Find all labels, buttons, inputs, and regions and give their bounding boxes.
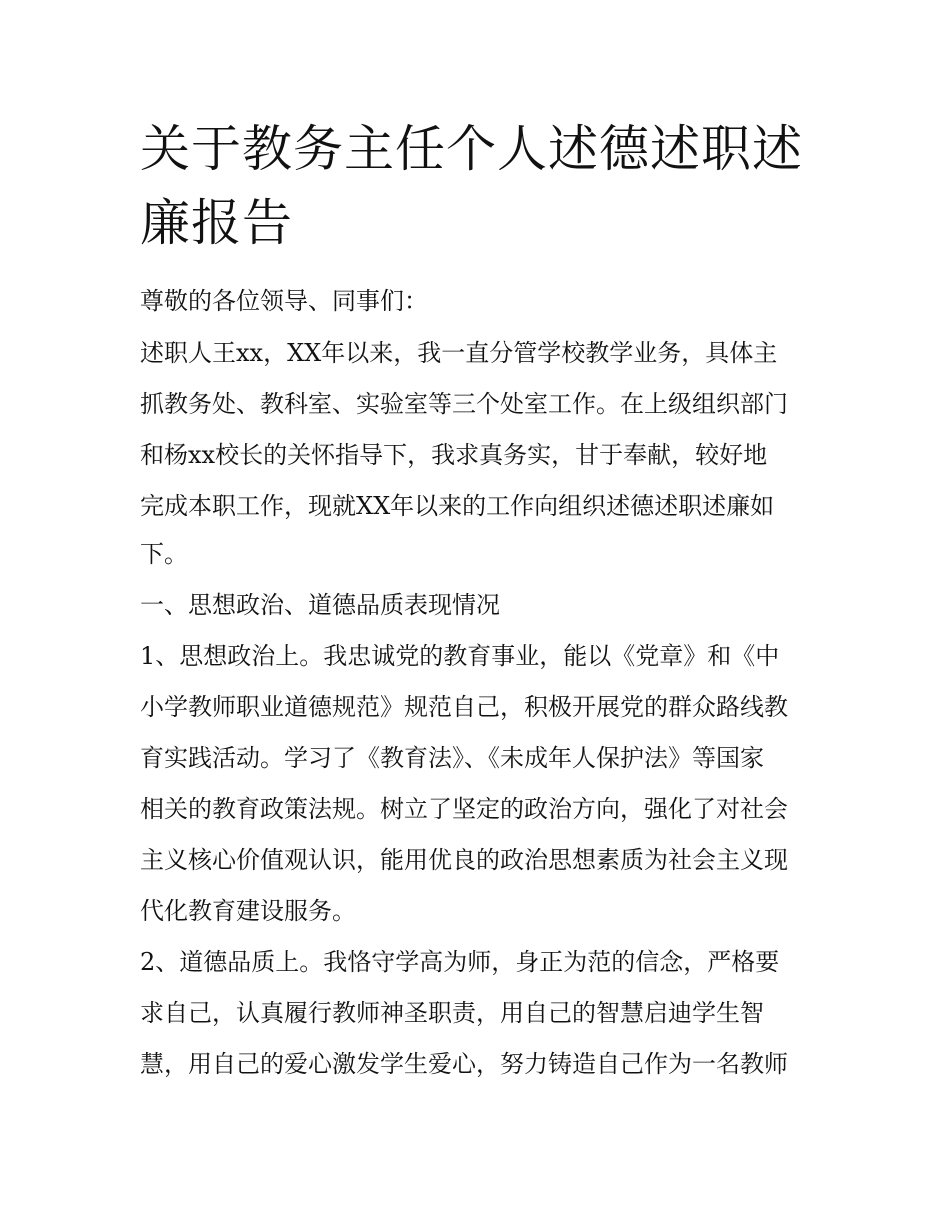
body-line: 和杨xx校长的关怀指导下，我求真务实，甘于奉献，较好地 xyxy=(140,441,768,469)
body-line: 代化教育建设服务。 xyxy=(140,897,356,925)
body-line: 1、思想政治上。我忠诚党的教育事业，能以《党章》和《中 xyxy=(140,642,780,670)
section-heading: 一、思想政治、道德品质表现情况 xyxy=(140,591,500,619)
body-line: 相关的教育政策法规。树立了坚定的政治方向，强化了对社会 xyxy=(140,795,788,823)
document-title: 关于教务主任个人述德述职述廉报告 xyxy=(140,120,803,252)
body-line: 述职人王xx，XX年以来，我一直分管学校教学业务，具体主 xyxy=(140,339,778,367)
salutation-line: 尊敬的各位领导、同事们： xyxy=(140,287,428,315)
body-line: 育实践活动。学习了《教育法》、《未成年人保护法》等国家 xyxy=(140,744,764,772)
body-line: 完成本职工作，现就XX年以来的工作向组织述德述职述廉如 xyxy=(140,492,775,520)
body-line: 求自己，认真履行教师神圣职责，用自己的智慧启迪学生智 xyxy=(140,999,764,1027)
body-line: 2、道德品质上。我恪守学高为师，身正为范的信念，严格要 xyxy=(140,948,780,976)
body-line: 抓教务处、教科室、实验室等三个处室工作。在上级组织部门 xyxy=(140,390,788,418)
body-line: 慧，用自己的爱心激发学生爱心，努力铸造自己作为一名教师 xyxy=(140,1050,788,1078)
body-line: 小学教师职业道德规范》规范自己，积极开展党的群众路线教 xyxy=(140,693,788,721)
body-line: 主义核心价值观认识，能用优良的政治思想素质为社会主义现 xyxy=(140,846,788,874)
body-line: 下。 xyxy=(140,540,188,568)
